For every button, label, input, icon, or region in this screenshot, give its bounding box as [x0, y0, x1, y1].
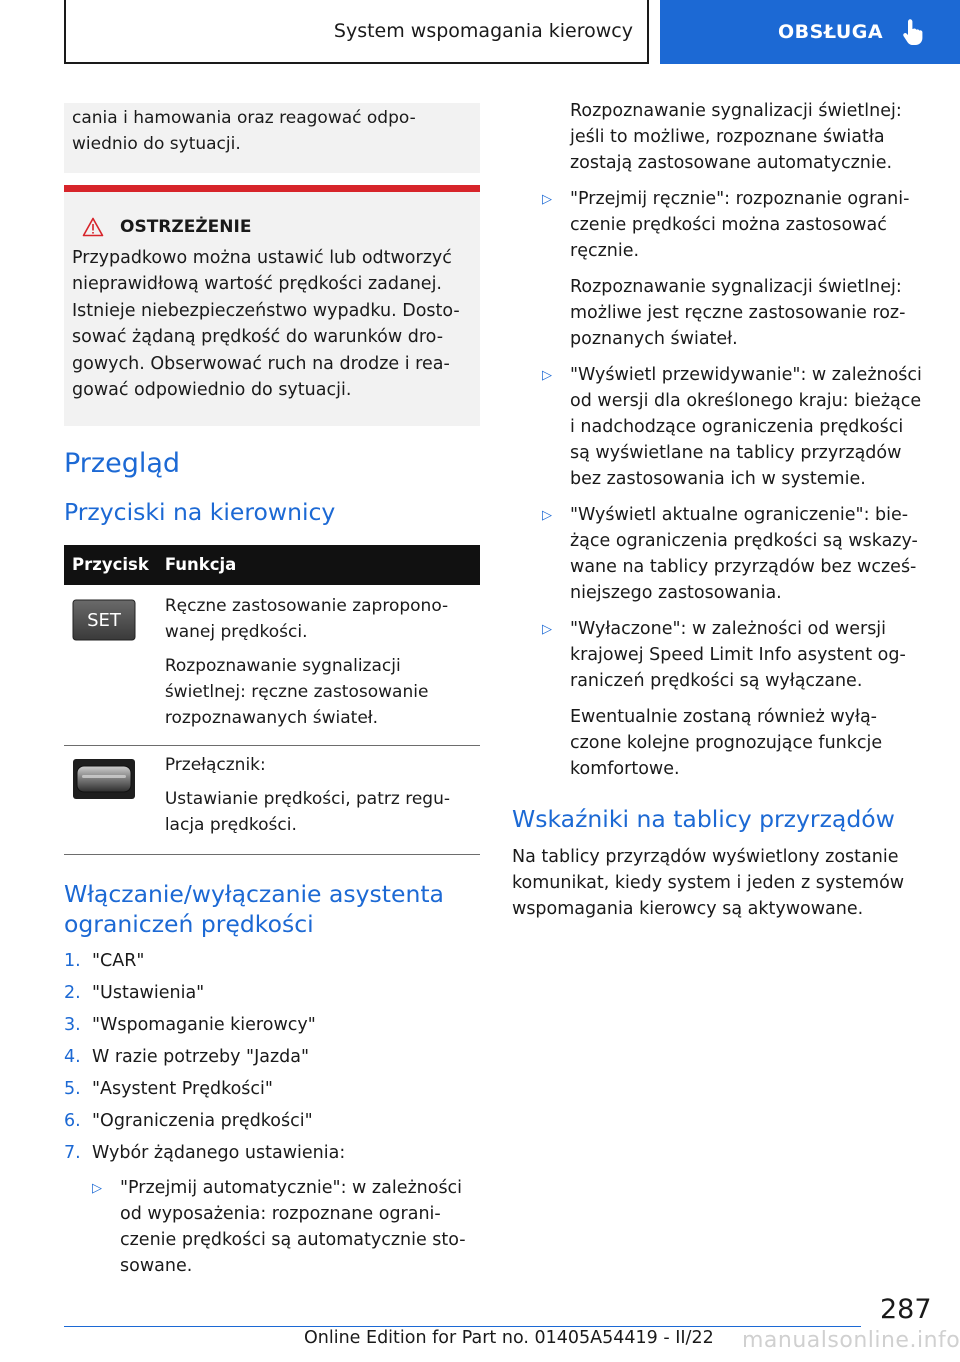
list-item — [64, 1009, 480, 1041]
section-tab — [660, 0, 960, 64]
item-text: "Przejmij ręcznie": rozpoznanie ograni- czenie prędkości można zastosować ręcznie. — [570, 189, 910, 261]
triangle-bullet-icon: ▷ — [542, 622, 552, 637]
footer-edition: Online Edition for Part no. 01405A54419 - II/22 — [304, 1328, 714, 1348]
list-item — [512, 362, 926, 492]
left-column — [64, 103, 480, 1279]
triangle-bullet-icon: ▷ — [542, 192, 552, 207]
settings-sublist — [92, 1175, 480, 1279]
warning-line: Istnieje niebezpieczeństwo wypadku. Dosto- — [72, 300, 460, 321]
step-text: "Ograniczenia prędkości" — [92, 1110, 313, 1131]
intro-line: cania i hamowania oraz reagować odpo- — [72, 108, 416, 128]
button-cell — [64, 585, 157, 746]
watermark: manualsonline.info — [742, 1328, 960, 1353]
buttons-table — [64, 545, 480, 855]
item-text: "Wyświetl aktualne ograniczenie": bie- żące ograniczenia prędkości są wskazy- wane na tablicy przyrządów bez wcześ- niejszego zastosowania. — [570, 505, 918, 603]
step-number: 1. — [64, 950, 81, 971]
step-number: 4. — [64, 1046, 81, 1067]
function-text: świetlnej: ręczne zastosowanie — [164, 681, 429, 702]
list-item — [512, 186, 926, 264]
section-label: OBSŁUGA — [778, 21, 884, 43]
paragraph: Rozpoznawanie sygnalizacji świetlnej: jeśli to możliwe, rozpoznane światła zostają zastosowane automatycznie. — [570, 101, 902, 173]
warning-line: Przypadkowo można ustawić lub odtworzyć — [72, 247, 452, 268]
list-item — [512, 616, 926, 694]
list-item — [92, 1175, 480, 1279]
step-text: "Wspomaganie kierowcy" — [92, 1014, 316, 1035]
list-item — [512, 502, 926, 606]
rocker-switch-icon — [72, 758, 136, 800]
hand-pointer-icon — [901, 18, 927, 46]
function-text: lacja prędkości. — [164, 814, 297, 835]
warning-line: gowych. Obserwować ruch na drodze i rea- — [72, 353, 450, 374]
heading-overview: Przegląd — [64, 447, 181, 479]
function-text: wanej prędkości. — [164, 621, 308, 642]
heading-enable-disable — [64, 879, 480, 939]
intro-line: wiednio do sytuacji. — [72, 134, 241, 154]
running-header — [64, 0, 649, 64]
header-title: System wspomagania kierowcy — [333, 20, 633, 42]
paragraph: Ewentualnie zostaną również wyłą- czone kolejne prognozujące funkcje komfortowe. — [570, 707, 883, 779]
warning-heading — [72, 214, 472, 241]
triangle-bullet-icon: ▷ — [542, 368, 552, 383]
warning-line: nieprawidłową wartość prędkości zadanej. — [72, 274, 442, 294]
sub-item-text: "Przejmij automatycznie": w zależności od wyposażenia: rozpoznane ograni- czenie prędkości są automatycznie sto- sowane. — [120, 1177, 466, 1276]
step-number: 2. — [64, 982, 81, 1003]
list-item — [64, 1041, 480, 1073]
heading-line: Włączanie/wyłączanie asystenta — [64, 879, 444, 908]
warning-title: OSTRZEŻENIE — [120, 217, 252, 237]
col-header-function: Funkcja — [157, 545, 480, 585]
warning-line: sować żądaną prędkość do warunków dro- — [72, 327, 444, 347]
heading-indicators: Wskaźniki na tablicy przyrządów — [512, 805, 895, 833]
steps-list — [64, 945, 480, 1169]
item-text: "Wyświetl przewidywanie": w zależności od wersji dla określonego kraju: bieżące i nadchodzące ograniczenia prędkości są wyświetlane na tablicy przyrządów bez zastosowania ich w systemie. — [570, 365, 922, 489]
function-text: Ustawianie prędkości, patrz regu- — [164, 788, 450, 809]
function-cell — [157, 745, 480, 854]
right-column — [512, 98, 926, 922]
step-text: "Asystent Prędkości" — [92, 1078, 273, 1099]
step-number: 5. — [64, 1078, 81, 1099]
warning-box — [64, 185, 480, 426]
settings-list-continued — [512, 186, 926, 264]
settings-list-continued — [512, 362, 926, 694]
function-text: rozpoznawanych świateł. — [164, 707, 379, 728]
table-row — [64, 585, 480, 746]
heading-steering-buttons: Przyciski na kierownicy — [64, 497, 336, 526]
list-item — [64, 1105, 480, 1137]
triangle-bullet-icon: ▷ — [542, 508, 552, 523]
function-cell — [157, 585, 480, 746]
list-item — [64, 945, 480, 977]
warning-triangle-icon — [82, 217, 104, 237]
intro-box — [64, 103, 480, 173]
page-number: 287 — [880, 1294, 932, 1325]
set-button-label: SET — [87, 609, 121, 631]
step-number: 6. — [64, 1110, 81, 1131]
paragraph: Na tablicy przyrządów wyświetlony zostanie komunikat, kiedy system i jeden z systemów wspomagania kierowcy są aktywowane. — [512, 847, 905, 919]
paragraph: Rozpoznawanie sygnalizacji świetlnej: możliwe jest ręczne zastosowanie roz- poznanych świateł. — [570, 277, 906, 349]
function-text: Rozpoznawanie sygnalizacji — [164, 655, 401, 676]
list-item — [64, 977, 480, 1009]
col-header-button: Przycisk — [64, 545, 157, 585]
set-button-icon — [72, 599, 136, 641]
step-number: 7. — [64, 1142, 81, 1163]
step-text: "CAR" — [92, 950, 145, 971]
triangle-bullet-icon: ▷ — [92, 1180, 102, 1196]
function-text: Przełącznik: — [164, 754, 266, 775]
item-text: "Wyłaczone": w zależności od wersji krajowej Speed Limit Info asystent og- raniczeń prędkości są wyłączane. — [570, 619, 906, 691]
footer-divider — [64, 1326, 861, 1327]
list-item — [64, 1073, 480, 1105]
heading-line: ograniczeń prędkości — [64, 909, 314, 938]
step-text: "Ustawienia" — [92, 982, 205, 1003]
button-cell — [64, 745, 157, 854]
function-text: Ręczne zastosowanie zapropono- — [164, 595, 449, 616]
step-text: Wybór żądanego ustawienia: — [92, 1142, 346, 1163]
warning-line: gować odpowiednio do sytuacji. — [72, 380, 352, 400]
list-item — [64, 1137, 480, 1169]
table-row — [64, 745, 480, 854]
step-number: 3. — [64, 1014, 81, 1035]
step-text: W razie potrzeby "Jazda" — [92, 1046, 310, 1067]
